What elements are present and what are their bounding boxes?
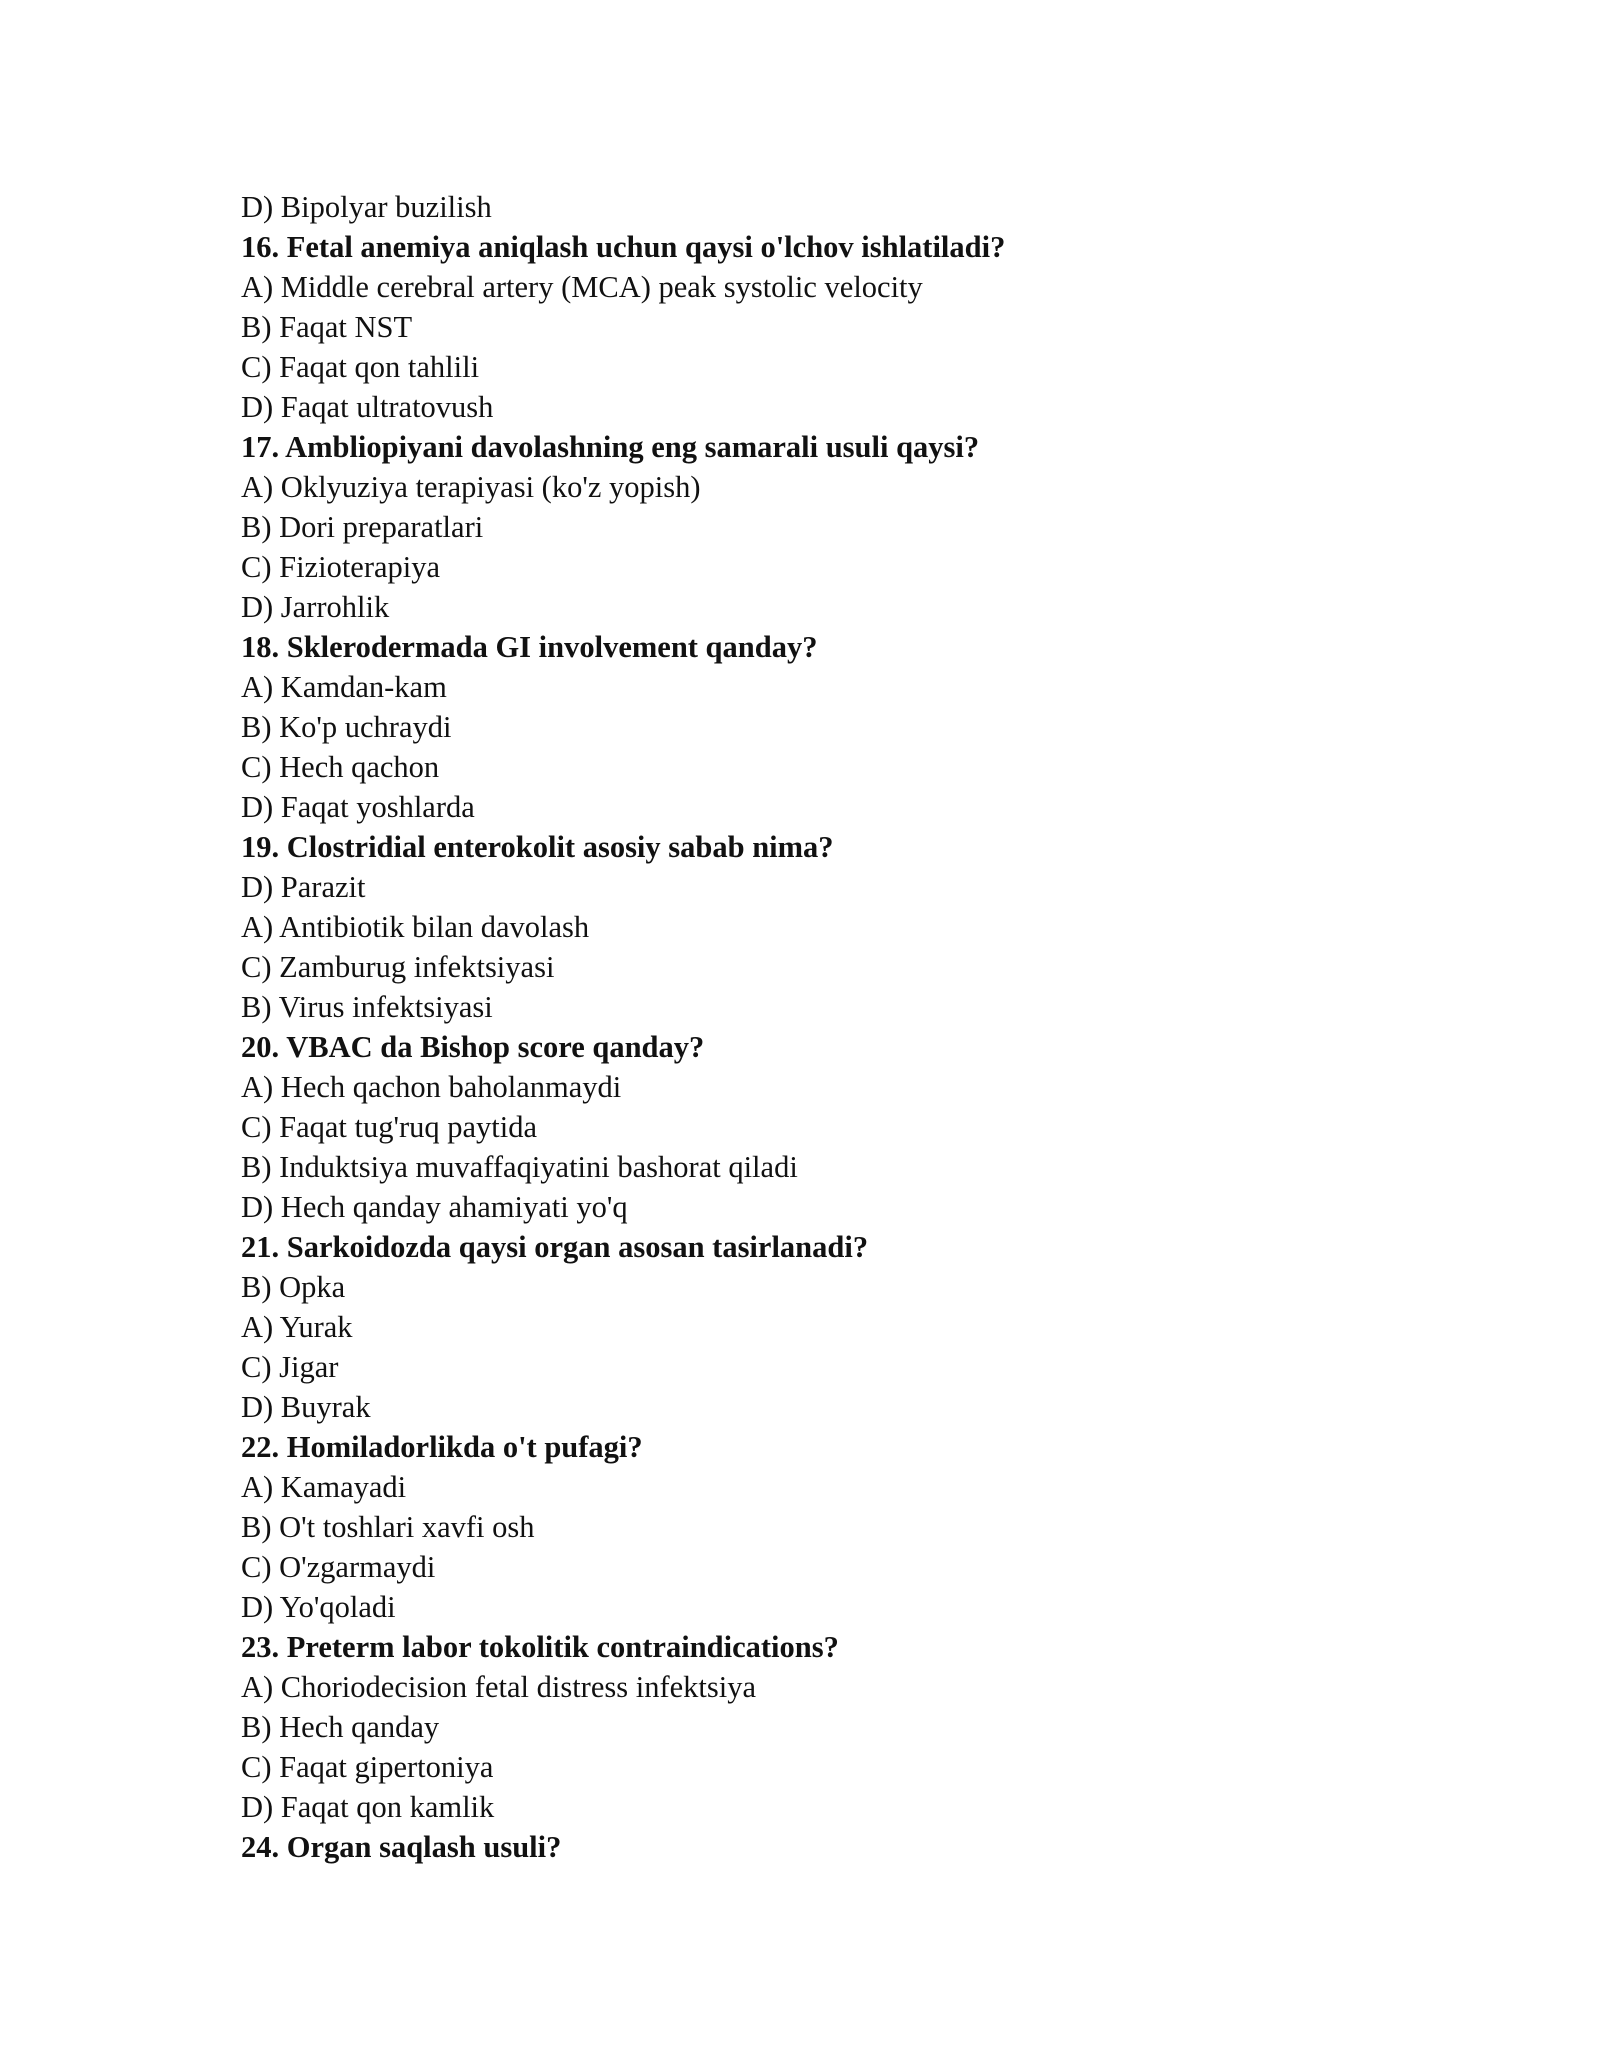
question-text: 20. VBAC da Bishop score qanday?: [241, 1030, 705, 1064]
answer-option: C) Zamburug infektsiyasi: [241, 950, 555, 984]
answer-option: B) Hech qanday: [241, 1710, 440, 1744]
answer-option: B) O't toshlari xavfi osh: [241, 1510, 535, 1544]
question-text: 16. Fetal anemiya aniqlash uchun qaysi o'lchov ishlatiladi?: [241, 230, 1006, 264]
answer-option: D) Yo'qoladi: [241, 1590, 396, 1624]
answer-option: B) Opka: [241, 1270, 346, 1304]
question-text: 24. Organ saqlash usuli?: [241, 1830, 562, 1864]
answer-option: C) Faqat qon tahlili: [241, 350, 480, 384]
quiz-content: [241, 187, 1441, 1867]
answer-option: A) Choriodecision fetal distress infektsiya: [241, 1670, 757, 1704]
answer-option: A) Antibiotik bilan davolash: [241, 910, 590, 944]
answer-option: A) Kamdan-kam: [241, 670, 447, 704]
answer-option: D) Bipolyar buzilish: [241, 190, 492, 224]
question-text: 18. Sklerodermada GI involvement qanday?: [241, 630, 818, 664]
answer-option: C) O'zgarmaydi: [241, 1550, 436, 1584]
answer-option: C) Hech qachon: [241, 750, 440, 784]
question-text: 23. Preterm labor tokolitik contraindications?: [241, 1630, 839, 1664]
question-text: 19. Clostridial enterokolit asosiy sabab nima?: [241, 830, 834, 864]
answer-option: B) Dori preparatlari: [241, 510, 484, 544]
answer-option: C) Faqat gipertoniya: [241, 1750, 494, 1784]
answer-option: A) Yurak: [241, 1310, 353, 1344]
answer-option: B) Faqat NST: [241, 310, 413, 344]
answer-option: D) Jarrohlik: [241, 590, 390, 624]
question-text: 21. Sarkoidozda qaysi organ asosan tasirlanadi?: [241, 1230, 869, 1264]
answer-option: A) Middle cerebral artery (MCA) peak systolic velocity: [241, 270, 923, 304]
answer-option: D) Faqat qon kamlik: [241, 1790, 495, 1824]
answer-option: B) Induktsiya muvaffaqiyatini bashorat qiladi: [241, 1150, 798, 1184]
answer-option: B) Ko'p uchraydi: [241, 710, 452, 744]
question-text: 22. Homiladorlikda o't pufagi?: [241, 1430, 643, 1464]
answer-option: A) Hech qachon baholanmaydi: [241, 1070, 622, 1104]
answer-option: C) Faqat tug'ruq paytida: [241, 1110, 538, 1144]
answer-option: C) Jigar: [241, 1350, 339, 1384]
answer-option: D) Hech qanday ahamiyati yo'q: [241, 1190, 628, 1224]
answer-option: D) Parazit: [241, 870, 366, 904]
answer-option: A) Oklyuziya terapiyasi (ko'z yopish): [241, 470, 701, 504]
answer-option: D) Buyrak: [241, 1390, 371, 1424]
answer-option: A) Kamayadi: [241, 1470, 407, 1504]
answer-option: C) Fizioterapiya: [241, 550, 441, 584]
answer-option: D) Faqat yoshlarda: [241, 790, 475, 824]
answer-option: B) Virus infektsiyasi: [241, 990, 493, 1024]
question-text: 17. Ambliopiyani davolashning eng samarali usuli qaysi?: [241, 430, 980, 464]
answer-option: D) Faqat ultratovush: [241, 390, 494, 424]
